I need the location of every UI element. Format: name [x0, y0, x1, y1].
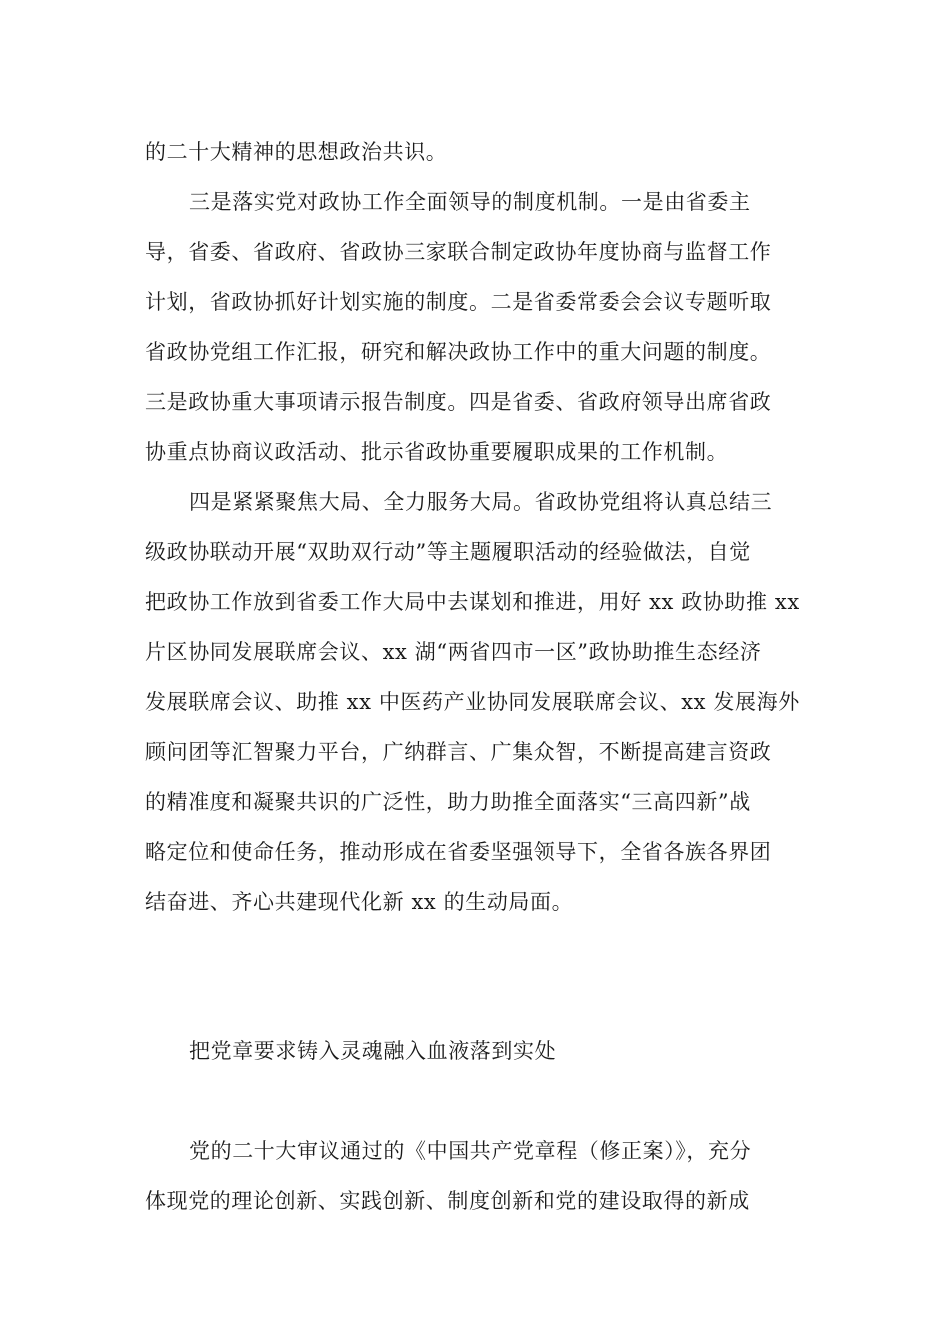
section-heading: 把党章要求铸入灵魂融入血液落到实处	[189, 1039, 557, 1063]
para2-line-6: 协重点协商议政活动、批示省政协重要履职成果的工作机制。	[145, 440, 729, 464]
para2-line-4: 省政协党组工作汇报，研究和解决政协工作中的重大问题的制度。	[145, 340, 772, 364]
para2-line-3: 计划，省政协抓好计划实施的制度。二是省委常委会会议专题听取	[145, 290, 772, 314]
para3-line-4: 片区协同发展联席会议、xx 湖“两省四市一区”政协助推生态经济	[145, 640, 762, 664]
para2-line-2: 导，省委、省政府、省政协三家联合制定政协年度协商与监督工作	[145, 240, 772, 264]
para3-line-5: 发展联席会议、助推 xx 中医药产业协同发展联席会议、xx 发展海外	[145, 690, 800, 714]
para3-line-1: 四是紧紧聚焦大局、全力服务大局。省政协党组将认真总结三	[189, 490, 773, 514]
para3-line-7: 的精准度和凝聚共识的广泛性，助力助推全面落实“三高四新”战	[145, 790, 751, 814]
para2-line-5: 三是政协重大事项请示报告制度。四是省委、省政府领导出席省政	[145, 390, 772, 414]
para4-line-2: 体现党的理论创新、实践创新、制度创新和党的建设取得的新成	[145, 1189, 750, 1213]
para3-line-9: 结奋进、齐心共建现代化新 xx 的生动局面。	[145, 890, 574, 914]
para3-line-2: 级政协联动开展“双助双行动”等主题履职活动的经验做法，自觉	[145, 540, 751, 564]
para3-line-6: 顾问团等汇智聚力平台，广纳群言、广集众智，不断提高建言资政	[145, 740, 772, 764]
para3-line-3: 把政协工作放到省委工作大局中去谋划和推进，用好 xx 政协助推 xx	[145, 590, 800, 614]
para4-line-1: 党的二十大审议通过的《中国共产党章程（修正案）》，充分	[189, 1139, 752, 1163]
para3-line-8: 略定位和使命任务，推动形成在省委坚强领导下，全省各族各界团	[145, 840, 772, 864]
para2-line-1: 三是落实党对政协工作全面领导的制度机制。一是由省委主	[189, 190, 751, 214]
para1-line-1: 的二十大精神的思想政治共识。	[145, 140, 448, 164]
